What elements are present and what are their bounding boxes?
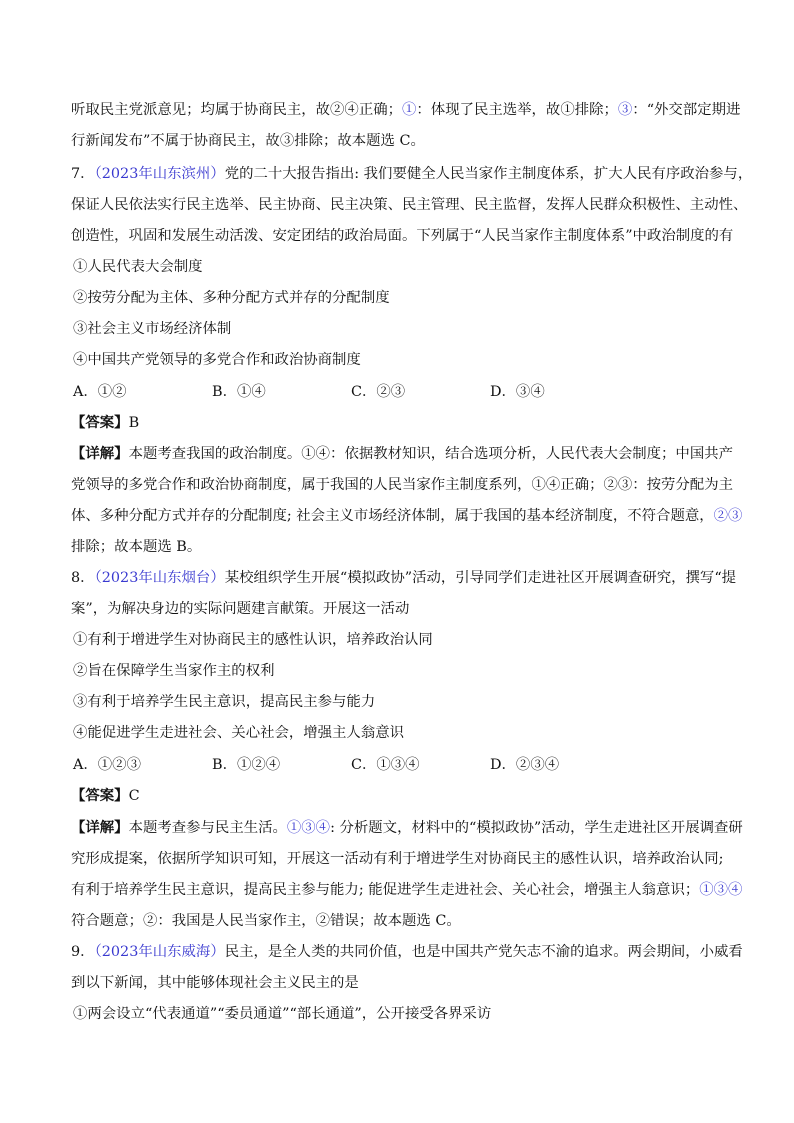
- question-8-stem-line: 案”，为解决身边的实际问题建言献策。开展这一活动: [71, 601, 410, 617]
- question-9-item: ①两会设立“代表通道”“委员通道”“部长通道”，公开接受各界采访: [73, 1006, 492, 1022]
- question-8-item: ③有利于培养学生民主意识，提高民主参与能力: [73, 694, 376, 710]
- question-7-answer: 【答案】B: [71, 414, 140, 431]
- option-d: D．②③④: [490, 757, 560, 773]
- question-9-stem: 9．（2023年山东威海）民主，是全人类的共同价值，也是中国共产党矢志不渝的追求。两会期间，小威看: [71, 944, 743, 960]
- question-8-answer: 【答案】C: [71, 787, 140, 804]
- question-7-stem-line: 保证人民依法实行民主选举、民主协商、民主决策、民主管理、民主监督，发挥人民群众积极性、主动性、: [71, 197, 748, 213]
- question-source: （2023年山东威海）: [94, 944, 225, 960]
- question-8-detail-line: 有利于培养学生民主意识，提高民主参与能力; 能促进学生走进社会、关心社会，增强主人翁意识；①③④: [71, 882, 743, 898]
- question-8-item: ④能促进学生走进社会、关心社会，增强主人翁意识: [73, 725, 404, 741]
- option-b: B．①④: [212, 384, 266, 400]
- option-c: C．①③④: [351, 757, 420, 773]
- question-7-detail-line: 体、多种分配方式并存的分配制度; 社会主义市场经济体制，属于我国的基本经济制度，不符合题意，②③: [71, 508, 743, 524]
- question-8-item: ②旨在保障学生当家作主的权利: [73, 663, 275, 679]
- question-7-item: ②按劳分配为主体、多种分配方式并存的分配制度: [73, 290, 390, 306]
- option-b: B．①②④: [212, 757, 281, 773]
- question-7-item: ④中国共产党领导的多党合作和政治协商制度: [73, 352, 361, 368]
- paragraph-line: 听取民主党派意见；均属于协商民主，故②④正确；①：体现了民主选举，故①排除；③：“外交部定期进: [71, 102, 741, 118]
- question-8-detail-line: 符合题意；②：我国是人民当家作主，②错误；故本题选 C。: [71, 913, 461, 929]
- option-a: A．①②③: [73, 757, 141, 773]
- option-a: A．①②: [73, 384, 127, 400]
- question-8-item: ①有利于增进学生对协商民主的感性认识，培养政治认同: [73, 632, 433, 648]
- question-8-options: [73, 755, 733, 775]
- question-8-detail-line: 究形成提案，依据所学知识可知，开展这一活动有利于增进学生对协商民主的感性认识，培养政治认同;: [71, 851, 724, 867]
- question-8-detail: 【详解】本题考查参与民主生活。①③④: 分析题文，材料中的“模拟政协”活动，学生走进社区开展调查研: [71, 819, 743, 836]
- question-7-item: ①人民代表大会制度: [73, 259, 203, 275]
- question-7-detail-line: 党领导的多党合作和政治协商制度，属于我国的人民当家作主制度系列，①④正确；②③：按劳分配为主: [71, 477, 733, 493]
- question-7-detail-line: 排除；故本题选 B。: [71, 539, 202, 555]
- question-9-stem-line: 到以下新闻，其中能够体现社会主义民主的是: [71, 975, 359, 991]
- option-c: C．②③: [351, 384, 406, 400]
- question-7-detail: 【详解】本题考查我国的政治制度。①④：依据教材知识，结合选项分析，人民代表大会制度；中国共产: [71, 445, 733, 462]
- question-source: （2023年山东滨州）: [94, 166, 225, 182]
- question-8-stem: 8．（2023年山东烟台）某校组织学生开展“模拟政协”活动，引导同学们走进社区开展调查研究，撰写“提: [71, 570, 737, 586]
- paragraph-line: 行新闻发布”不属于协商民主，故③排除；故本题选 C。: [71, 133, 425, 149]
- question-7-options: [73, 382, 733, 402]
- question-source: （2023年山东烟台）: [94, 570, 225, 586]
- question-7-stem-line: 创造性，巩固和发展生动活泼、安定团结的政治局面。下列属于“人民当家作主制度体系”中政治制度的有: [71, 228, 734, 244]
- question-7-item: ③社会主义市场经济体制: [73, 321, 232, 337]
- question-7-stem: 7．（2023年山东滨州）党的二十大报告指出: 我们要健全人民当家作主制度体系，扩大人民有序政治参与，: [71, 166, 753, 182]
- option-d: D．③④: [490, 384, 545, 400]
